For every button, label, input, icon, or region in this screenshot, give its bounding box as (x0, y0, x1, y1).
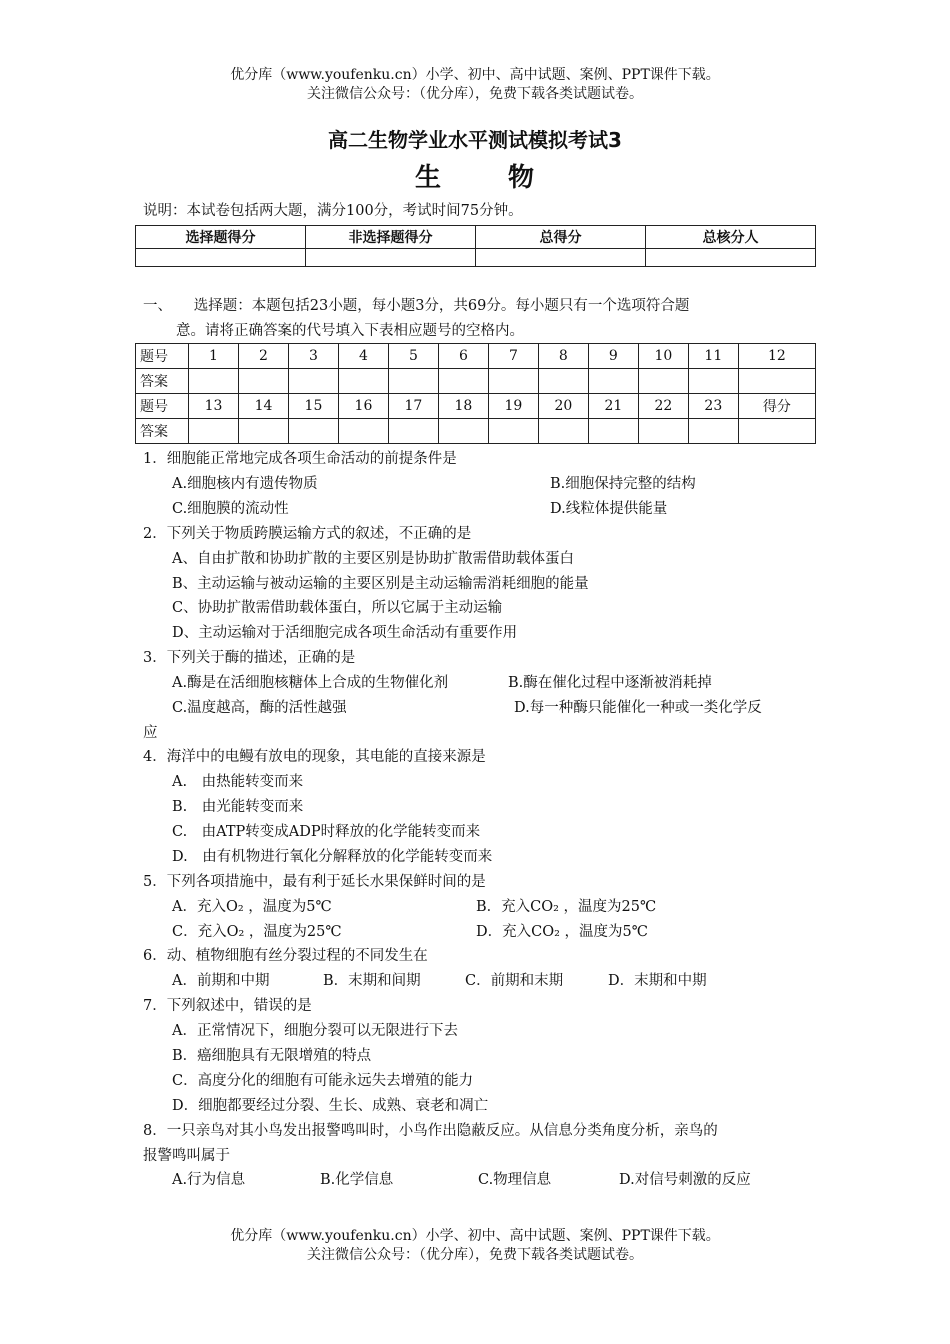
subject-char-2: 物 (508, 163, 536, 193)
answer-cell (688, 419, 738, 444)
q1-option-a: A.细胞核内有遗传物质 (172, 476, 318, 492)
score-cell (476, 249, 646, 267)
q7-stem: 7．下列叙述中，错误的是 (143, 998, 312, 1014)
question-number: 16 (338, 394, 388, 419)
q4-stem: 4．海洋中的电鳗有放电的现象，其电能的直接来源是 (143, 749, 486, 765)
question-number: 22 (638, 394, 688, 419)
q7-option-a: A．正常情况下，细胞分裂可以无限进行下去 (172, 1023, 458, 1039)
q7-option-d: D．细胞都要经过分裂、生长、成熟、衰老和凋亡 (172, 1098, 489, 1114)
score-header-choice: 选择题得分 (136, 226, 306, 249)
question-number: 3 (288, 344, 338, 369)
question-number: 20 (538, 394, 588, 419)
score-table (135, 225, 816, 267)
q3-option-d-cont: 应 (143, 725, 158, 741)
row-label: 题号 (136, 394, 189, 419)
q4-option-b: B. 由光能转变而来 (172, 799, 304, 815)
answer-cell (338, 369, 388, 394)
question-number: 7 (488, 344, 538, 369)
q8-option-b: B.化学信息 (320, 1172, 394, 1188)
q7-option-b: B．癌细胞具有无限增殖的特点 (172, 1048, 372, 1064)
answer-cell (738, 369, 815, 394)
q4-option-c: C. 由ATP转变成ADP时释放的化学能转变而来 (172, 824, 481, 840)
answer-cell (238, 369, 288, 394)
footer-line-2: 关注微信公众号：（优分库），免费下载各类试题试卷。 (307, 1247, 643, 1263)
question-number: 21 (588, 394, 638, 419)
q2-stem: 2．下列关于物质跨膜运输方式的叙述，不正确的是 (143, 526, 472, 542)
q7-option-c: C．高度分化的细胞有可能永远失去增殖的能力 (172, 1073, 474, 1089)
q3-option-a: A.酶是在活细胞核糖体上合成的生物催化剂 (172, 675, 449, 691)
answer-cell (638, 419, 688, 444)
answer-row (136, 369, 816, 394)
q6-option-d: D．末期和中期 (608, 973, 707, 989)
q8-stem-cont: 报警鸣叫属于 (143, 1148, 230, 1164)
subject-char-1: 生 (414, 163, 442, 193)
row-label: 答案 (136, 419, 189, 444)
question-number: 11 (688, 344, 738, 369)
score-header-checker: 总核分人 (646, 226, 816, 249)
question-number: 10 (638, 344, 688, 369)
question-number: 14 (238, 394, 288, 419)
q8-stem: 8．一只亲鸟对其小鸟发出报警鸣叫时，小鸟作出隐蔽反应。从信息分类角度分析，亲鸟的 (143, 1123, 718, 1139)
q8-option-a: A.行为信息 (172, 1172, 246, 1188)
q5-option-d: D．充入CO₂ ，温度为5℃ (476, 924, 648, 940)
q5-option-a: A．充入O₂ ，温度为5℃ (172, 899, 332, 915)
answer-cell (488, 419, 538, 444)
score-cell (136, 249, 306, 267)
question-number: 1 (189, 344, 239, 369)
score-cell (306, 249, 476, 267)
q2-option-a: A、自由扩散和协助扩散的主要区别是协助扩散需借助载体蛋白 (172, 551, 574, 567)
exam-note: 说明：本试卷包括两大题，满分100分，考试时间75分钟。 (143, 203, 523, 219)
answer-cell (538, 369, 588, 394)
q5-option-c: C．充入O₂ ，温度为25℃ (172, 924, 342, 940)
answer-cell (688, 369, 738, 394)
question-number: 9 (588, 344, 638, 369)
answer-cell (288, 369, 338, 394)
header-line-1: 优分库（www.youfenku.cn）小学、初中、高中试题、案例、PPT课件下载。 (230, 67, 720, 83)
q5-stem: 5．下列各项措施中，最有利于延长水果保鲜时间的是 (143, 874, 486, 890)
header-line-2: 关注微信公众号：（优分库），免费下载各类试题试卷。 (307, 86, 643, 102)
question-number: 4 (338, 344, 388, 369)
answer-cell (488, 369, 538, 394)
q2-option-b: B、主动运输与被动运输的主要区别是主动运输需消耗细胞的能量 (172, 576, 589, 592)
question-number: 12 (738, 344, 815, 369)
answer-cell (238, 419, 288, 444)
score-label: 得分 (738, 394, 815, 419)
question-number: 19 (488, 394, 538, 419)
q8-option-c: C.物理信息 (478, 1172, 552, 1188)
q1-option-c: C.细胞膜的流动性 (172, 501, 289, 517)
question-number: 5 (388, 344, 438, 369)
question-number-row (136, 394, 816, 419)
answer-row (136, 419, 816, 444)
q1-stem: 1．细胞能正常地完成各项生命活动的前提条件是 (143, 451, 457, 467)
q1-option-b: B.细胞保持完整的结构 (550, 476, 696, 492)
subject-title (0, 157, 950, 194)
question-number: 15 (288, 394, 338, 419)
answer-cell (738, 419, 815, 444)
q3-stem: 3．下列关于酶的描述，正确的是 (143, 650, 356, 666)
section1-line2: 意。请将正确答案的代号填入下表相应题号的空格内。 (176, 323, 524, 339)
q2-option-c: C、协助扩散需借助载体蛋白，所以它属于主动运输 (172, 600, 503, 616)
answer-cell (438, 419, 488, 444)
question-number-row (136, 344, 816, 369)
q8-option-d: D.对信号刺激的反应 (619, 1172, 751, 1188)
question-number: 18 (438, 394, 488, 419)
answer-cell (189, 369, 239, 394)
question-number: 23 (688, 394, 738, 419)
question-number: 8 (538, 344, 588, 369)
answer-cell (338, 419, 388, 444)
answer-cell (538, 419, 588, 444)
score-cell (646, 249, 816, 267)
answer-table (135, 343, 816, 444)
q6-option-c: C．前期和末期 (465, 973, 564, 989)
question-number: 2 (238, 344, 288, 369)
answer-cell (288, 419, 338, 444)
q3-option-d: D.每一种酶只能催化一种或一类化学反 (514, 700, 762, 716)
answer-cell (189, 419, 239, 444)
answer-cell (638, 369, 688, 394)
question-number: 6 (438, 344, 488, 369)
question-number: 13 (189, 394, 239, 419)
answer-cell (588, 369, 638, 394)
row-label: 题号 (136, 344, 189, 369)
q2-option-d: D、主动运输对于活细胞完成各项生命活动有重要作用 (172, 625, 518, 641)
exam-title: 高二生物学业水平测试模拟考试3 (328, 128, 622, 152)
footer-line-1: 优分库（www.youfenku.cn）小学、初中、高中试题、案例、PPT课件下载。 (230, 1228, 720, 1244)
answer-cell (438, 369, 488, 394)
q6-option-a: A．前期和中期 (172, 973, 270, 989)
q4-option-d: D. 由有机物进行氧化分解释放的化学能转变而来 (172, 849, 493, 865)
score-header-nonchoice: 非选择题得分 (306, 226, 476, 249)
q6-stem: 6．动、植物细胞有丝分裂过程的不同发生在 (143, 948, 428, 964)
answer-cell (388, 419, 438, 444)
row-label: 答案 (136, 369, 189, 394)
score-header-total: 总得分 (476, 226, 646, 249)
section1-line1: 一、 选择题：本题包括23小题，每小题3分，共69分。每小题只有一个选项符合题 (143, 298, 690, 314)
question-number: 17 (388, 394, 438, 419)
answer-cell (388, 369, 438, 394)
q3-option-b: B.酶在催化过程中逐渐被消耗掉 (508, 675, 712, 691)
q4-option-a: A. 由热能转变而来 (172, 774, 304, 790)
q1-option-d: D.线粒体提供能量 (550, 501, 668, 517)
q3-option-c: C.温度越高，酶的活性越强 (172, 700, 347, 716)
q5-option-b: B．充入CO₂ ，温度为25℃ (476, 899, 657, 915)
answer-cell (588, 419, 638, 444)
q6-option-b: B．末期和间期 (323, 973, 421, 989)
